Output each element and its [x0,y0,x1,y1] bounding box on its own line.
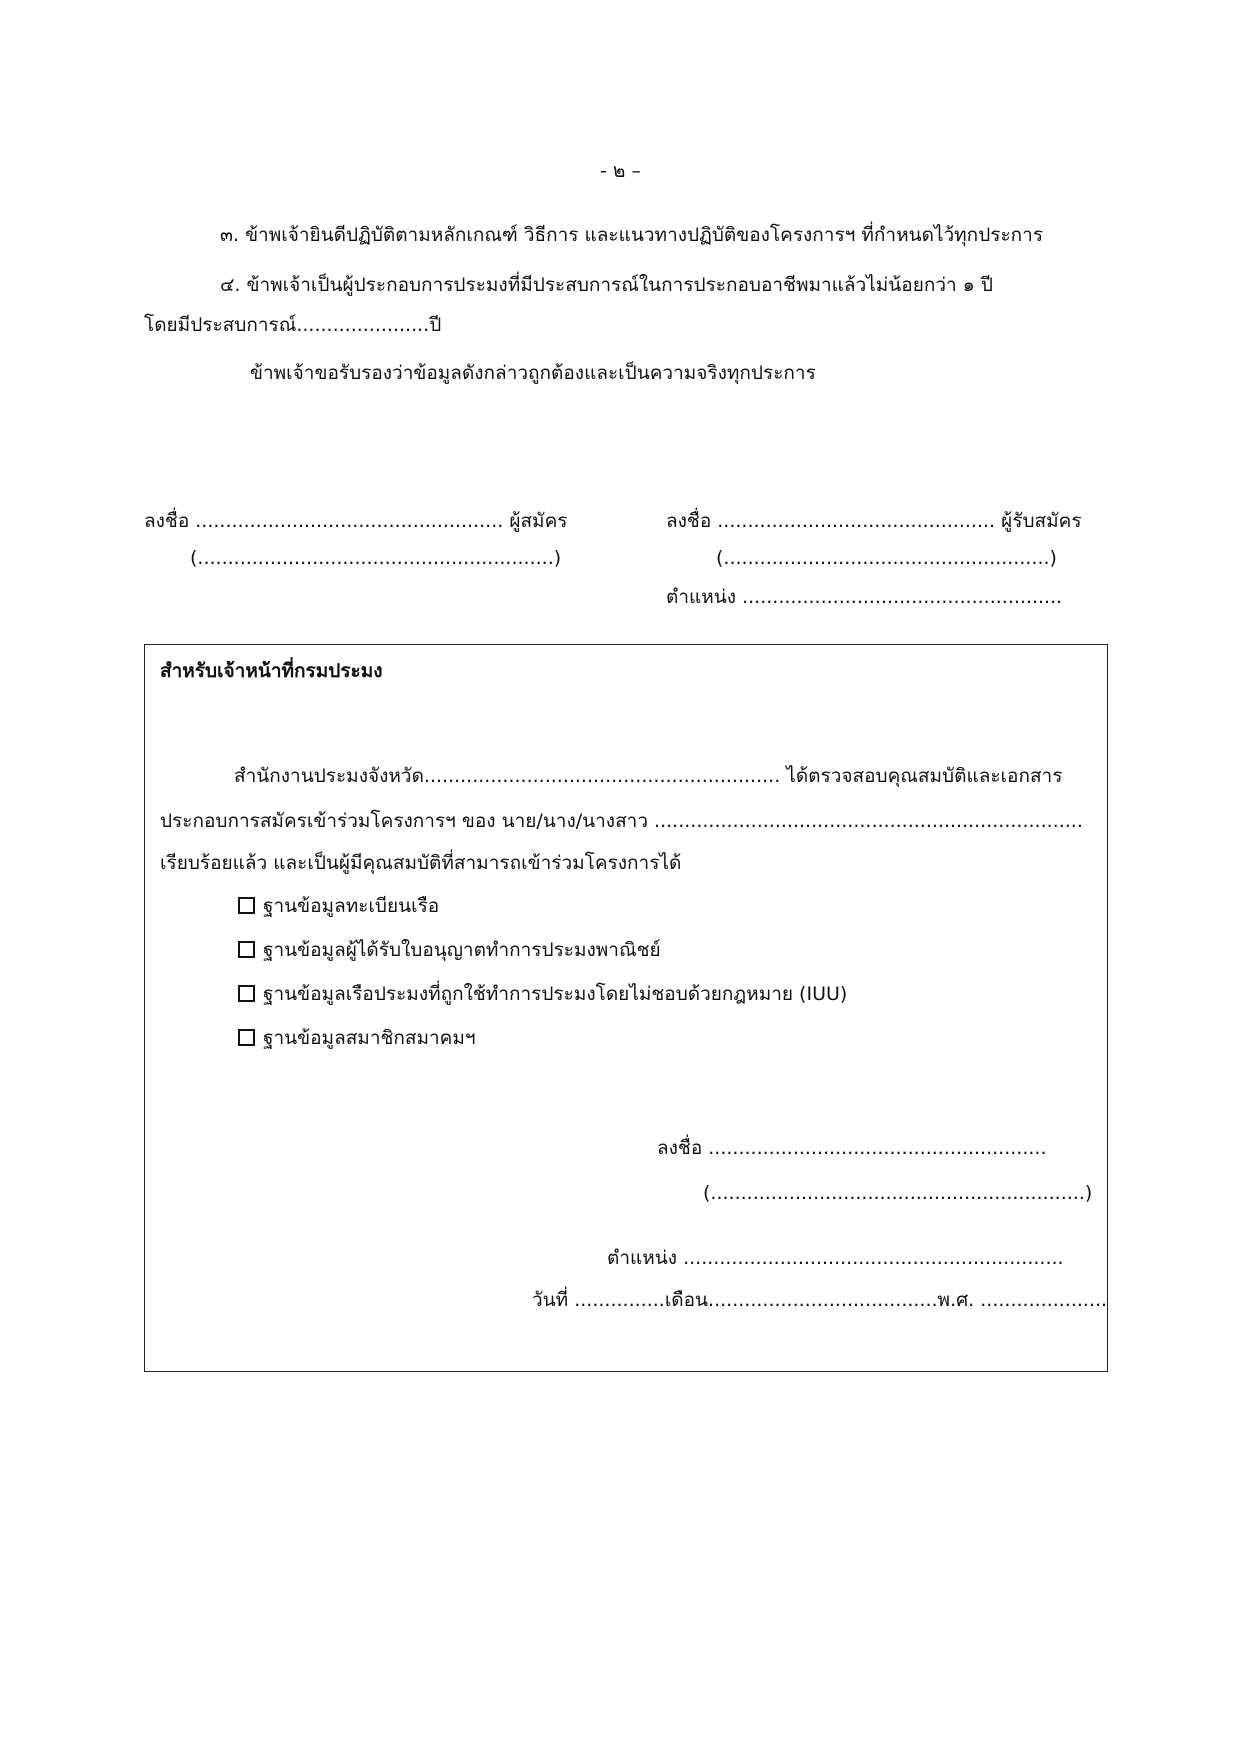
checkbox-item[interactable] [238,893,439,919]
officer-signature-line: ลงชื่อ ........................................................ [657,1137,1047,1159]
checkbox-item[interactable] [238,981,847,1007]
checkbox-iuu[interactable] [238,985,255,1002]
checkbox-item[interactable] [238,937,661,963]
receiver-position-line: ตำแหน่ง ..................................................... [666,586,1063,608]
officer-paragraph-line-1: สำนักงานประมงจังหวัด........................................................... ได้ตรวจสอบคุณสมบัติและเอกสาร [234,765,1063,787]
checkbox-label: ฐานข้อมูลผู้ได้รับใบอนุญาตทำการประมงพาณิชย์ [263,939,661,961]
officer-paragraph-line-3: เรียบร้อยแล้ว และเป็นผู้มีคุณสมบัติที่สามารถเข้าร่วมโครงการได้ [160,852,682,874]
receiver-signature-line: ลงชื่อ .............................................. ผู้รับสมัคร [666,510,1082,532]
applicant-signature-line: ลงชื่อ ................................................... ผู้สมัคร [144,510,568,532]
checkbox-association[interactable] [238,1029,255,1046]
clause-3: ๓. ข้าพเจ้ายินดีปฏิบัติตามหลักเกณฑ์ วิธีการ และแนวทางปฏิบัติของโครงการฯ ที่กำหนดไว้ทุกประการ [220,224,1044,246]
officer-paragraph-line-2: ประกอบการสมัครเข้าร่วมโครงการฯ ของ นาย/นาง/นางสาว ....................................................................... [160,810,1083,832]
applicant-name-line: (...........................................................) [190,547,562,569]
checkbox-item[interactable] [238,1025,476,1051]
officer-section-title: สำหรับเจ้าหน้าที่กรมประมง [160,660,383,682]
certification-statement: ข้าพเจ้าขอรับรองว่าข้อมูลดังกล่าวถูกต้องและเป็นความจริงทุกประการ [250,362,816,384]
page-number: - ๒ – [600,160,641,182]
checkbox-label: ฐานข้อมูลเรือประมงที่ถูกใช้ทำการประมงโดยไม่ชอบด้วยกฎหมาย (IUU) [263,983,848,1005]
receiver-name-line: (......................................................) [716,547,1057,569]
clause-4-line-2: โดยมีประสบการณ์......................ปี [144,314,442,336]
checkbox-commercial-license[interactable] [238,941,255,958]
officer-date-line: วันที่ ...............เดือน......................................พ.ศ. ..................... [532,1289,1108,1311]
checkbox-label: ฐานข้อมูลสมาชิกสมาคมฯ [263,1027,476,1049]
checkbox-label: ฐานข้อมูลทะเบียนเรือ [263,895,440,917]
officer-position-line: ตำแหน่ง ............................................................... [607,1247,1064,1269]
officer-name-line: (..............................................................) [703,1182,1093,1204]
checkbox-registry[interactable] [238,897,255,914]
clause-4-line-1: ๔. ข้าพเจ้าเป็นผู้ประกอบการประมงที่มีประสบการณ์ในการประกอบอาชีพมาแล้วไม่น้อยกว่า ๑ ปี [220,274,993,296]
